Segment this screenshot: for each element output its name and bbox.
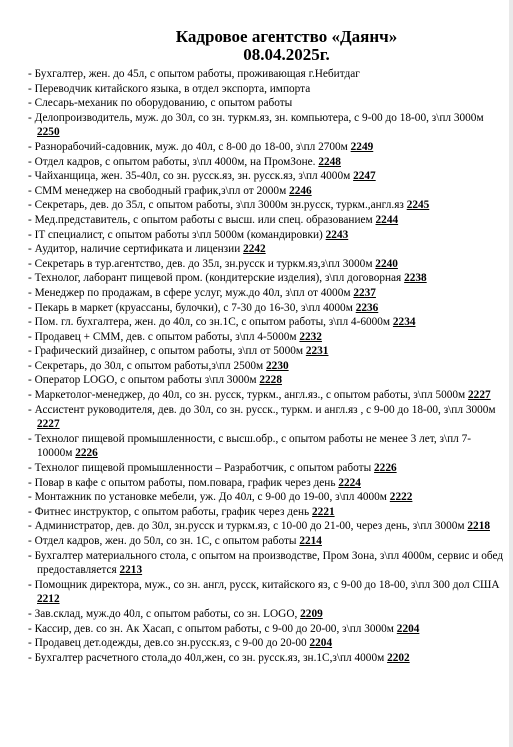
- vacancy-text: Пом. гл. бухгалтера, жен. до 40л, со зн.1С, с опытом работы, з\пл 4-6000м: [34, 316, 391, 329]
- vacancy-number: 2226: [75, 447, 98, 460]
- vacancy-item: [28, 578, 506, 607]
- page-title: Кадровое агентство «Даянч»: [175, 27, 398, 46]
- vacancy-text: Графический дизайнер, с опытом работы, з\пл от 5000м: [34, 345, 304, 358]
- vacancy-text: Технолог пищевой промышленности – Разработчик, с опытом работы: [34, 462, 372, 475]
- vacancy-text: Мед.представитель, с опытом работы с высш. или спец. образованием: [34, 213, 373, 226]
- vacancy-number: 2247: [353, 170, 376, 183]
- vacancy-item: [28, 505, 506, 520]
- vacancy-text: Оператор LOGO, с опытом работы з\пл 3000м: [34, 374, 257, 387]
- vacancy-number: 2227: [468, 389, 491, 402]
- vacancy-text: Слесарь-механик по оборудованию, с опытом работы: [34, 97, 293, 110]
- vacancy-text: Отдел кадров, с опытом работы, з\пл 4000м, на ПромЗоне.: [34, 155, 316, 168]
- vacancy-number: 2243: [325, 228, 349, 241]
- vacancy-item: [28, 184, 506, 199]
- vacancy-number: 2221: [312, 505, 335, 518]
- vacancy-item: [28, 461, 506, 476]
- vacancy-number: 2250: [37, 126, 60, 139]
- vacancy-item: [28, 373, 506, 388]
- vacancy-text: Секретарь, дев. до 35л, с опытом работы, з\пл 3000м зн.русск, туркм.,англ.яз: [34, 199, 404, 212]
- vacancy-item: [28, 286, 506, 301]
- vacancy-item: [28, 534, 506, 549]
- vacancy-text: Пекарь в маркет (круассаны, булочки), с 7-30 до 16-30, з\пл 4000м: [34, 301, 353, 314]
- vacancy-item: [28, 155, 506, 170]
- vacancy-text: Бухгалтер расчетного стола,до 40л,жен, со зн. русск.яз, зн.1С,з\пл 4000м: [34, 651, 385, 664]
- vacancy-item: [28, 388, 506, 403]
- vacancy-number: 2236: [355, 301, 379, 314]
- vacancy-number: 2245: [406, 199, 430, 212]
- vacancy-item: [28, 403, 506, 432]
- vacancy-number: 2218: [467, 520, 490, 533]
- vacancy-text: Секретарь, до 30л, с опытом работы,з\пл 2500м: [34, 359, 264, 372]
- vacancy-item: [28, 228, 506, 243]
- vacancy-number: 2248: [318, 155, 341, 168]
- vacancy-text: Аудитор, наличие сертификата и лицензии: [34, 243, 241, 256]
- vacancy-number: 2204: [309, 637, 333, 650]
- vacancy-text: Технолог, лаборант пищевой пром. (кондитерские изделия), з\пл договорная: [34, 272, 402, 285]
- vacancy-text: Зав.склад, муж.до 40л, с опытом работы, со зн. LOGO,: [34, 607, 298, 620]
- vacancy-item: [28, 359, 506, 374]
- vacancy-number: 2244: [375, 213, 399, 226]
- vacancy-item: [28, 330, 506, 345]
- vacancy-number: 2226: [374, 462, 397, 475]
- vacancy-text: Менеджер по продажам, в сфере услуг, муж.до 40л, з\пл от 4000м: [34, 286, 351, 299]
- vacancy-number: 2213: [119, 564, 143, 577]
- vacancy-item: [28, 344, 506, 359]
- vacancy-text: IT специалист, с опытом работы з\пл 5000м (командировки): [34, 228, 323, 241]
- vacancy-text: Чайханщица, жен. 35-40л, со зн. русск.яз, зн. русск.яз, з\пл 4000м: [34, 170, 351, 183]
- vacancy-text: Продавец дет.одежды, дев.со зн.русск.яз, с 9-00 до 20-00: [34, 637, 307, 650]
- vacancy-number: 2242: [243, 243, 266, 256]
- vacancy-item: [28, 257, 506, 272]
- vacancy-text: Маркетолог-менеджер, до 40л, со зн. русск, туркм., англ.яз., с опытом работы, з\пл 5000м: [34, 389, 466, 402]
- page-date: 08.04.2025г.: [243, 45, 330, 64]
- vacancy-list: [28, 67, 506, 665]
- vacancy-item: [28, 242, 506, 257]
- vacancy-number: 2240: [375, 257, 398, 270]
- vacancy-number: 2222: [389, 491, 413, 504]
- vacancy-item: [28, 169, 506, 184]
- vacancy-text: Повар в кафе с опытом работы, пом.повара, график через день: [34, 476, 336, 489]
- vacancy-text: Делопроизводитель, муж. до 30л, со зн. туркм.яз, зн. компьютера, с 9-00 до 18-00, з\пл 3000м: [34, 111, 484, 124]
- vacancy-text: Фитнес инструктор, с опытом работы, график через день: [34, 505, 310, 518]
- vacancy-text: СММ менеджер на свободный график,з\пл от 2000м: [34, 184, 287, 197]
- vacancy-item: [28, 432, 506, 461]
- page-edge: [509, 0, 513, 747]
- vacancy-number: 2209: [300, 607, 323, 620]
- vacancy-item: [28, 622, 506, 637]
- vacancy-number: 2249: [350, 140, 374, 153]
- vacancy-text: Переводчик китайского языка, в отдел экспорта, импорта: [34, 82, 311, 95]
- vacancy-number: 2237: [353, 286, 376, 299]
- vacancy-item: [28, 111, 506, 140]
- vacancy-item: [28, 301, 506, 316]
- vacancy-text: Отдел кадров, жен. до 50л, со зн. 1С, с опытом работы: [34, 535, 297, 547]
- vacancy-number: 2238: [404, 272, 427, 285]
- vacancy-item: [28, 490, 506, 505]
- vacancy-number: 2227: [37, 418, 60, 431]
- vacancy-number: 2231: [305, 345, 329, 358]
- vacancy-text: Бухгалтер материального стола, с опытом на производстве, Пром Зона, з\пл 4000м, сервис и обед предоставляется: [34, 549, 504, 577]
- vacancy-item: [28, 636, 506, 651]
- vacancy-text: Монтажник по установке мебели, уж. До 40л, с 9-00 до 19-00, з\пл 4000м: [34, 491, 387, 504]
- vacancy-item: [28, 549, 506, 578]
- vacancy-item: [28, 476, 506, 491]
- vacancy-number: 2230: [266, 359, 289, 372]
- vacancy-text: Секретарь в тур.агентство, дев. до 35л, зн.русск и туркм.яз,з\пл 3000м: [34, 257, 373, 270]
- vacancy-text: Бухгалтер, жен. до 45л, с опытом работы, проживающая г.Небитдаг: [34, 68, 360, 80]
- vacancy-text: Продавец + СММ, дев. с опытом работы, з\пл 4-5000м: [34, 330, 297, 343]
- vacancy-number: 2212: [37, 593, 60, 606]
- vacancy-number: 2246: [289, 184, 312, 197]
- vacancy-number: 2202: [387, 651, 410, 664]
- vacancy-number: 2214: [299, 535, 322, 547]
- vacancy-item: [28, 67, 506, 82]
- vacancy-text: Технолог пищевой промышленности, с высш.обр., с опытом работы не менее 3 лет, з\пл 7-10000м: [34, 432, 472, 460]
- vacancy-number: 2234: [392, 316, 416, 329]
- vacancy-item: [28, 607, 506, 622]
- vacancy-number: 2204: [396, 622, 420, 635]
- vacancy-text: Кассир, дев. со зн. Ак Хасап, с опытом работы, с 9-00 до 20-00, з\пл 3000м: [34, 622, 394, 635]
- vacancy-item: [28, 140, 506, 155]
- vacancy-text: Помощник директора, муж., со зн. англ, русск, китайского яз, с 9-00 до 18-00, з\пл 300 дол США: [34, 578, 500, 591]
- vacancy-number: 2232: [299, 330, 322, 343]
- vacancy-item: [28, 651, 506, 666]
- vacancy-item: [28, 198, 506, 213]
- vacancy-item: [28, 519, 506, 534]
- vacancy-item: [28, 315, 506, 330]
- vacancy-item: [28, 213, 506, 228]
- vacancy-text: Разнорабочий-садовник, муж. до 40л, с 8-00 до 18-00, з\пл 2700м: [34, 140, 348, 153]
- vacancy-item: [28, 82, 506, 97]
- vacancy-text: Ассистент руководителя, дев. до 30л, со зн. русск., туркм. и англ.яз , с 9-00 до 18-00, з\пл 3000м: [34, 403, 496, 416]
- vacancy-number: 2224: [338, 476, 361, 489]
- vacancy-number: 2228: [259, 374, 282, 387]
- vacancy-text: Администратор, дев. до 30л, зн.русск и туркм.яз, с 10-00 до 21-00, через день, з\пл 3000м: [34, 520, 465, 533]
- vacancy-item: [28, 96, 506, 111]
- vacancy-item: [28, 271, 506, 286]
